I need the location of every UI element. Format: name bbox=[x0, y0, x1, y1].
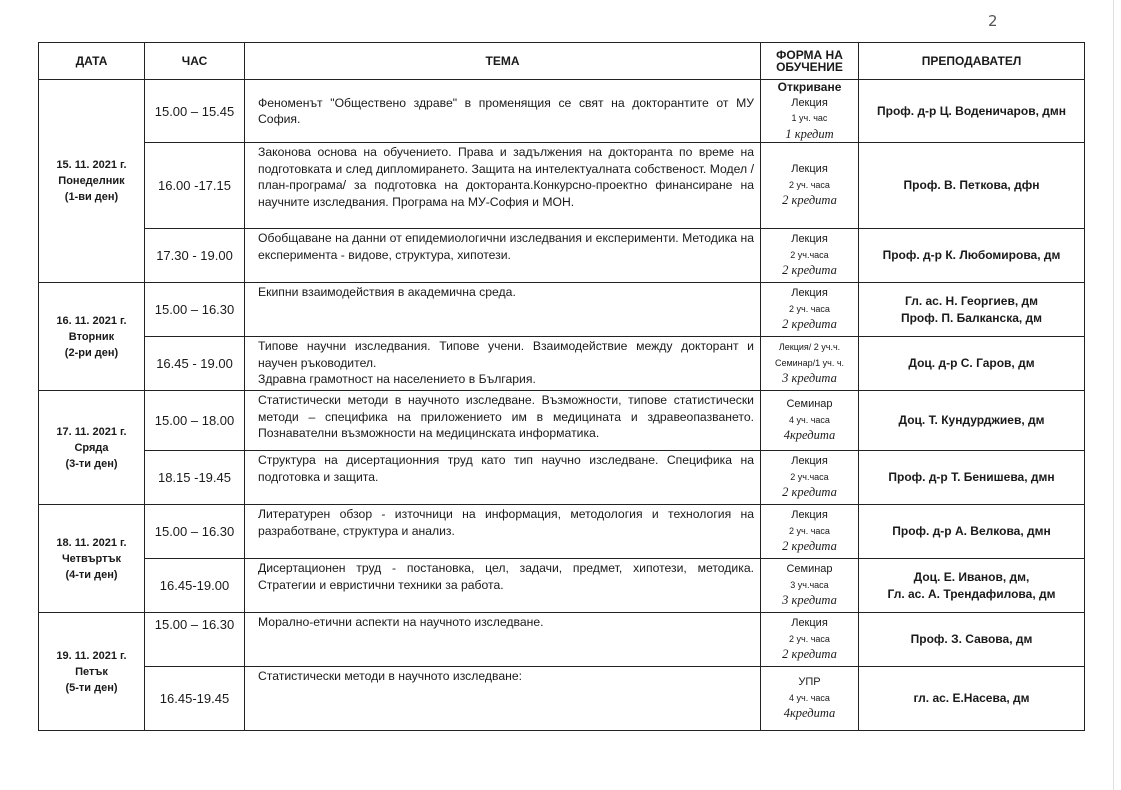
topic-cell: Екипни взаимодействия в академична среда. bbox=[245, 283, 761, 337]
time-cell: 16.00 -17.15 bbox=[145, 143, 245, 229]
form-cell: Лекция 2 уч.часа 2 кредита bbox=[761, 229, 859, 283]
form-cell: Лекция 2 уч.часа 2 кредита bbox=[761, 451, 859, 505]
topic-cell: Обобщаване на данни от епидемиологични изследвания и експерименти. Методика на експеримента - видове, структура, хипотези. bbox=[245, 229, 761, 283]
time-cell: 16.45-19.45 bbox=[145, 667, 245, 731]
table-row bbox=[39, 451, 1085, 505]
time-cell: 16.45-19.00 bbox=[145, 559, 245, 613]
topic-cell: Дисертационен труд - постановка, цел, задачи, предмет, хипотези, методика. Стратегии и евристични техники за работа. bbox=[245, 559, 761, 613]
form-cell: Лекция 2 уч. часа 2 кредита bbox=[761, 505, 859, 559]
time-cell: 15.00 – 16.30 bbox=[145, 283, 245, 337]
table-row bbox=[39, 337, 1085, 391]
table-row bbox=[39, 283, 1085, 337]
teacher-cell: Доц. Т. Кундурджиев, дм bbox=[859, 391, 1085, 451]
topic-cell: Статистически методи в научното изследване: bbox=[245, 667, 761, 731]
header-date: ДАТА bbox=[39, 43, 145, 80]
topic-cell: Морално-етични аспекти на научното изследване. bbox=[245, 613, 761, 667]
scan-edge-line bbox=[1113, 0, 1114, 790]
topic-cell: Законова основа на обучението. Права и задължения на докторанта по време на подготовката и след дипломирането. Защита на интелектуалната собственост. Модел /план-програма/ за подготовка на докторанта.Конкурсно-проектно финансиране на научните изследвания. Програма на МУ-София и МОН. bbox=[245, 143, 761, 229]
time-cell: 17.30 - 19.00 bbox=[145, 229, 245, 283]
teacher-cell: гл. ас. Е.Насева, дм bbox=[859, 667, 1085, 731]
schedule-table bbox=[38, 42, 1085, 731]
table-row bbox=[39, 143, 1085, 229]
teacher-cell: Гл. ас. Н. Георгиев, дм Проф. П. Балканска, дм bbox=[859, 283, 1085, 337]
page-number: 2 bbox=[988, 12, 998, 30]
form-cell: Лекция 2 уч. часа 2 кредита bbox=[761, 283, 859, 337]
time-cell: 15.00 – 16.30 bbox=[145, 613, 245, 667]
date-cell: 17. 11. 2021 г. Сряда (3-ти ден) bbox=[39, 391, 145, 505]
teacher-cell: Проф. д-р А. Велкова, дмн bbox=[859, 505, 1085, 559]
header-row bbox=[39, 43, 1085, 80]
form-cell: Семинар 4 уч. часа 4кредита bbox=[761, 391, 859, 451]
table-row bbox=[39, 559, 1085, 613]
teacher-cell: Проф. д-р Т. Бенишева, дмн bbox=[859, 451, 1085, 505]
form-cell: Семинар 3 уч.часа 3 кредита bbox=[761, 559, 859, 613]
topic-cell: Типове научни изследвания. Типове учени. Взаимодействие между докторант и научен ръководител. Здравна грамотност на населението в България. bbox=[245, 337, 761, 391]
teacher-cell: Проф. д-р Ц. Воденичаров, дмн bbox=[859, 80, 1085, 143]
header-teacher: ПРЕПОДАВАТЕЛ bbox=[859, 43, 1085, 80]
table-row bbox=[39, 505, 1085, 559]
topic-cell: Структура на дисертационния труд като тип научно изследване. Специфика на подготовка и защита. bbox=[245, 451, 761, 505]
teacher-cell: Доц. Е. Иванов, дм, Гл. ас. А. Трендафилова, дм bbox=[859, 559, 1085, 613]
time-cell: 15.00 – 15.45 bbox=[145, 80, 245, 143]
table-row bbox=[39, 613, 1085, 667]
teacher-cell: Проф. З. Савова, дм bbox=[859, 613, 1085, 667]
time-cell: 16.45 - 19.00 bbox=[145, 337, 245, 391]
table-row bbox=[39, 229, 1085, 283]
teacher-cell: Проф. д-р К. Любомирова, дм bbox=[859, 229, 1085, 283]
form-cell: УПР 4 уч. часа 4кредита bbox=[761, 667, 859, 731]
header-topic: ТЕМА bbox=[245, 43, 761, 80]
table-row bbox=[39, 667, 1085, 731]
time-cell: 15.00 – 16.30 bbox=[145, 505, 245, 559]
time-cell: 15.00 – 18.00 bbox=[145, 391, 245, 451]
topic-cell: Феноменът "Обществено здраве" в променящия се свят на докторантите от МУ София. bbox=[245, 80, 761, 143]
teacher-cell: Проф. В. Петкова, дфн bbox=[859, 143, 1085, 229]
time-cell: 18.15 -19.45 bbox=[145, 451, 245, 505]
form-cell: Лекция 2 уч. часа 2 кредита bbox=[761, 143, 859, 229]
date-cell: 15. 11. 2021 г. Понеделник (1-ви ден) bbox=[39, 80, 145, 283]
form-cell: Откриване Лекция 1 уч. час 1 кредит bbox=[761, 80, 859, 143]
teacher-cell: Доц. д-р С. Гаров, дм bbox=[859, 337, 1085, 391]
date-cell: 18. 11. 2021 г. Четвъртък (4-ти ден) bbox=[39, 505, 145, 613]
table-row bbox=[39, 391, 1085, 451]
header-time: ЧАС bbox=[145, 43, 245, 80]
topic-cell: Статистически методи в научното изследване. Възможности, типове статистически методи – специфика на приложението им в медицината и здравеопазването. Познавателни възможности на медицинската информатика. bbox=[245, 391, 761, 451]
date-cell: 16. 11. 2021 г. Вторник (2-ри ден) bbox=[39, 283, 145, 391]
form-cell: Лекция 2 уч. часа 2 кредита bbox=[761, 613, 859, 667]
header-form: ФОРМА НА ОБУЧЕНИЕ bbox=[761, 43, 859, 80]
date-cell: 19. 11. 2021 г. Петък (5-ти ден) bbox=[39, 613, 145, 731]
form-cell: Лекция/ 2 уч.ч. Семинар/1 уч. ч. 3 кредита bbox=[761, 337, 859, 391]
topic-cell: Литературен обзор - източници на информация, методология и технология на разработване, структура и анализ. bbox=[245, 505, 761, 559]
table-row bbox=[39, 80, 1085, 143]
